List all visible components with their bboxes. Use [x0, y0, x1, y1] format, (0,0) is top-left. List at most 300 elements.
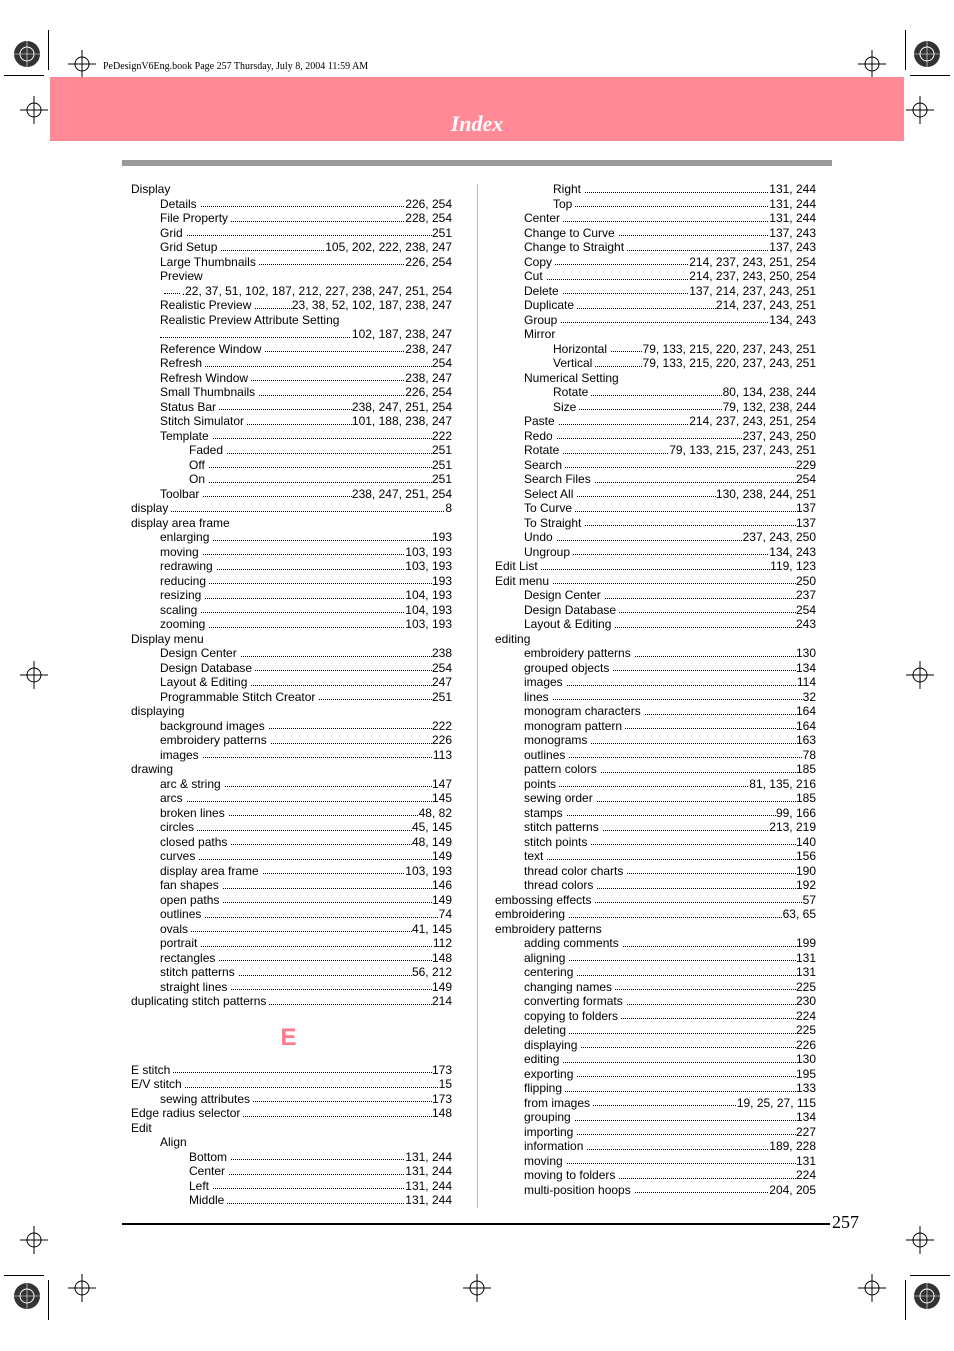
- index-term: Small Thumbnails: [160, 385, 258, 400]
- index-entry: [160, 429, 452, 444]
- index-entry: [131, 1106, 452, 1121]
- index-entry: [524, 545, 816, 560]
- index-entry: [160, 690, 452, 705]
- index-term: Align: [160, 1135, 190, 1150]
- index-term: from images: [524, 1096, 593, 1111]
- index-pages: 134, 243: [769, 312, 816, 327]
- index-pages: 214, 237, 243, 251: [715, 298, 816, 312]
- index-entry: [131, 516, 452, 531]
- index-term: Bottom: [189, 1150, 230, 1165]
- index-term: enlarging: [160, 530, 212, 545]
- index-entry: [160, 835, 452, 850]
- index-entry: [524, 936, 816, 951]
- index-pages: 237, 243, 250: [742, 428, 816, 443]
- index-entry: [524, 806, 816, 821]
- index-term: Search Files: [524, 472, 594, 487]
- index-pages: 148: [431, 1106, 452, 1120]
- index-term: Top: [553, 197, 575, 212]
- index-entry: [524, 1009, 816, 1024]
- index-term: grouping: [524, 1110, 574, 1125]
- index-entry: [160, 356, 452, 371]
- index-term: Delete: [524, 284, 562, 299]
- index-entry: [524, 733, 816, 748]
- index-banner: [50, 77, 904, 141]
- index-pages: 119, 123: [770, 559, 816, 573]
- index-entry: [524, 1110, 816, 1125]
- index-term: pattern colors: [524, 762, 600, 777]
- index-term: centering: [524, 965, 576, 980]
- index-term: reducing: [160, 574, 209, 589]
- index-entry: [524, 414, 816, 429]
- index-term: Refresh Window: [160, 371, 251, 386]
- crosshair-icon: [906, 1226, 934, 1254]
- index-term: Reference Window: [160, 342, 264, 357]
- index-entry: [160, 487, 452, 502]
- index-term: open paths: [160, 893, 222, 908]
- index-entry: [553, 342, 816, 357]
- index-entry: [131, 762, 452, 777]
- index-term: embroidering: [495, 907, 568, 922]
- index-pages: 225: [795, 979, 816, 994]
- index-entry: [160, 530, 452, 545]
- index-entry: [524, 849, 816, 864]
- index-term: File Property: [160, 211, 231, 226]
- index-term: Change to Straight: [524, 240, 627, 255]
- index-pages: 103, 193: [405, 544, 452, 559]
- index-term: exporting: [524, 1067, 576, 1082]
- index-entry: [524, 951, 816, 966]
- index-entry: [160, 791, 452, 806]
- index-term: moving: [160, 545, 202, 560]
- index-entry: [524, 661, 816, 676]
- index-term: arcs: [160, 791, 186, 806]
- index-pages: 195: [795, 1066, 816, 1081]
- index-pages: 164: [795, 704, 816, 718]
- index-pages: 134: [795, 1110, 816, 1124]
- index-term: Ungroup: [524, 545, 573, 560]
- index-pages: 130, 238, 244, 251: [715, 486, 816, 501]
- index-entry: [131, 1063, 452, 1078]
- index-term: Details: [160, 197, 200, 212]
- index-pages: 251: [431, 443, 452, 457]
- index-pages: 131, 244: [405, 1193, 452, 1207]
- index-pages: 227: [795, 1124, 816, 1139]
- index-pages: 163: [795, 733, 816, 747]
- index-entry: [553, 182, 816, 197]
- index-entry: [160, 327, 452, 342]
- index-term: Edge radius selector: [131, 1106, 243, 1121]
- index-term: Numerical Setting: [524, 371, 622, 386]
- index-pages: 222: [431, 718, 452, 733]
- index-pages: 57: [802, 892, 816, 907]
- index-term: Change to Curve: [524, 226, 618, 241]
- index-entry: [160, 907, 452, 922]
- index-term: embroidery patterns: [495, 922, 605, 937]
- index-pages: 137, 243: [769, 240, 816, 254]
- index-term: outlines: [524, 748, 568, 763]
- registration-mark-icon: [913, 1282, 941, 1310]
- index-term: adding comments: [524, 936, 622, 951]
- index-entry: [160, 893, 452, 908]
- index-term: Center: [189, 1164, 228, 1179]
- index-pages: 79, 133, 215, 220, 237, 243, 251: [642, 356, 816, 370]
- index-column-left: [131, 182, 452, 1208]
- index-entry: [524, 1168, 816, 1183]
- index-pages: 78: [802, 747, 816, 762]
- index-pages: 173: [431, 1091, 452, 1106]
- index-entry: [524, 1125, 816, 1140]
- index-entry: [524, 791, 816, 806]
- index-entry: [524, 487, 816, 502]
- index-pages: 79, 132, 238, 244: [722, 399, 816, 414]
- index-pages: 247: [431, 675, 452, 689]
- index-pages: 226, 254: [405, 254, 452, 269]
- index-term: duplicating stitch patterns: [131, 994, 269, 1009]
- index-term: ovals: [160, 922, 191, 937]
- index-entry: [524, 240, 816, 255]
- index-entry: [524, 762, 816, 777]
- index-entry: [524, 516, 816, 531]
- index-entry: [495, 559, 816, 574]
- registration-mark-icon: [913, 40, 941, 68]
- index-entry: [524, 980, 816, 995]
- index-entry: [524, 646, 816, 661]
- index-entry: [160, 255, 452, 270]
- index-term: background images: [160, 719, 268, 734]
- index-entry: [524, 878, 816, 893]
- index-term: sewing attributes: [160, 1092, 253, 1107]
- index-entry: [160, 878, 452, 893]
- index-pages: 131, 244: [405, 1149, 452, 1164]
- index-pages: 226: [431, 733, 452, 747]
- index-pages: 23, 38, 52, 102, 187, 238, 247: [291, 298, 452, 312]
- index-entry: [189, 1164, 452, 1179]
- index-pages: 131: [795, 950, 816, 965]
- index-pages: 238: [431, 646, 452, 660]
- index-entry: [160, 588, 452, 603]
- index-term: outlines: [160, 907, 204, 922]
- index-term: embroidery patterns: [524, 646, 634, 661]
- index-term: scaling: [160, 603, 200, 618]
- index-term: stamps: [524, 806, 566, 821]
- index-entry: [160, 617, 452, 632]
- index-entry: [160, 1135, 452, 1150]
- index-pages: 145: [431, 791, 452, 805]
- index-pages: 131, 244: [405, 1178, 452, 1193]
- index-entry: [524, 704, 816, 719]
- index-pages: 63, 65: [782, 907, 816, 921]
- index-entry: [160, 980, 452, 995]
- index-pages: 140: [795, 834, 816, 849]
- index-term: Design Database: [524, 603, 619, 618]
- index-pages: 131, 244: [769, 211, 816, 225]
- crosshair-icon: [906, 661, 934, 689]
- index-entry: [524, 748, 816, 763]
- index-term: embroidery patterns: [160, 733, 270, 748]
- index-pages: 173: [431, 1062, 452, 1077]
- index-entry: [160, 211, 452, 226]
- index-pages: .22, 37, 51, 102, 187, 212, 227, 238, 247, 251, 254: [181, 283, 452, 298]
- index-entry: [160, 240, 452, 255]
- index-entry: [553, 356, 816, 371]
- index-pages: 199: [795, 936, 816, 950]
- index-pages: 147: [431, 776, 452, 791]
- index-entry: [524, 1052, 816, 1067]
- index-entry: [524, 617, 816, 632]
- index-pages: 131, 244: [769, 182, 816, 196]
- index-entry: [160, 414, 452, 429]
- index-pages: 214: [431, 994, 452, 1008]
- index-term: Group: [524, 313, 560, 328]
- index-pages: 254: [431, 356, 452, 370]
- index-term: Status Bar: [160, 400, 219, 415]
- index-term: resizing: [160, 588, 204, 603]
- index-term: editing: [524, 1052, 562, 1067]
- index-pages: 222: [431, 428, 452, 443]
- index-pages: 238, 247: [405, 341, 452, 356]
- index-term: multi-position hoops: [524, 1183, 634, 1198]
- index-entry: [160, 922, 452, 937]
- index-pages: 137: [795, 515, 816, 530]
- index-pages: 133: [795, 1081, 816, 1095]
- index-pages: 113: [432, 747, 452, 762]
- index-pages: 225: [795, 1023, 816, 1037]
- index-pages: 224: [795, 1168, 816, 1182]
- index-term: Undo: [524, 530, 556, 545]
- index-pages: 156: [795, 849, 816, 863]
- index-entry: [131, 1121, 452, 1136]
- index-pages: 79, 133, 215, 237, 243, 251: [669, 443, 816, 457]
- index-entry: [160, 574, 452, 589]
- index-entry: [189, 1150, 452, 1165]
- index-column-right: [495, 182, 816, 1197]
- index-term: Toolbar: [160, 487, 202, 502]
- index-entry: [524, 1139, 816, 1154]
- index-entry: [524, 690, 816, 705]
- index-term: lines: [524, 690, 552, 705]
- crosshair-icon: [20, 96, 48, 124]
- index-term: Design Database: [160, 661, 255, 676]
- index-term: fan shapes: [160, 878, 222, 893]
- index-term: redrawing: [160, 559, 216, 574]
- index-entry: [131, 704, 452, 719]
- crosshair-icon: [463, 1274, 491, 1302]
- index-pages: 74: [438, 907, 452, 921]
- index-entry: [524, 313, 816, 328]
- index-term: closed paths: [160, 835, 230, 850]
- index-entry: [524, 458, 816, 473]
- index-pages: 149: [431, 892, 452, 907]
- index-pages: 224: [795, 1008, 816, 1023]
- index-pages: 149: [431, 849, 452, 863]
- index-term: Design Center: [524, 588, 604, 603]
- index-term: Faded: [189, 443, 226, 458]
- index-entry: [160, 733, 452, 748]
- index-term: To Straight: [524, 516, 584, 531]
- index-entry: [495, 632, 816, 647]
- index-pages: 81, 135, 216: [749, 776, 816, 791]
- index-pages: 193: [431, 573, 452, 588]
- index-pages: 214, 237, 243, 251, 254: [689, 254, 816, 269]
- index-pages: 146: [431, 878, 452, 892]
- index-term: arc & string: [160, 777, 224, 792]
- index-entry: [160, 1092, 452, 1107]
- index-entry: [160, 603, 452, 618]
- index-pages: 134: [795, 660, 816, 675]
- index-entry: [524, 1067, 816, 1082]
- index-entry: [160, 936, 452, 951]
- index-term: editing: [495, 632, 533, 647]
- index-term: Duplicate: [524, 298, 577, 313]
- crosshair-icon: [20, 661, 48, 689]
- index-term: Edit menu: [495, 574, 552, 589]
- index-term: Preview: [160, 269, 206, 284]
- index-term: Refresh: [160, 356, 205, 371]
- index-entry: [524, 501, 816, 516]
- index-pages: 254: [795, 472, 816, 486]
- index-entry: [524, 1081, 816, 1096]
- index-pages: 251: [431, 472, 452, 486]
- index-pages: 238, 247, 251, 254: [351, 399, 452, 414]
- index-term: Select All: [524, 487, 576, 502]
- index-pages: 149: [431, 979, 452, 994]
- index-pages: 193: [431, 530, 452, 544]
- index-pages: 226: [795, 1037, 816, 1052]
- index-term: drawing: [131, 762, 176, 777]
- index-entry: [524, 719, 816, 734]
- index-term: Edit: [131, 1121, 155, 1136]
- index-entry: [524, 371, 816, 386]
- crosshair-icon: [906, 96, 934, 124]
- index-pages: 104, 193: [405, 588, 452, 602]
- index-pages: 80, 134, 238, 244: [722, 385, 816, 399]
- index-pages: 137: [795, 501, 816, 515]
- index-entry: [524, 965, 816, 980]
- index-pages: 79, 133, 215, 220, 237, 243, 251: [642, 341, 816, 356]
- index-entry: [131, 1077, 452, 1092]
- index-pages: 237, 243, 250: [742, 530, 816, 544]
- index-entry: [160, 661, 452, 676]
- index-term: importing: [524, 1125, 576, 1140]
- section-rule: [122, 160, 832, 166]
- index-pages: 8: [445, 501, 452, 515]
- index-entry: [524, 443, 816, 458]
- index-pages: 250: [795, 573, 816, 588]
- index-entry: [524, 298, 816, 313]
- index-term: Display: [131, 182, 173, 197]
- index-pages: 185: [795, 762, 816, 776]
- index-term: Off: [189, 458, 208, 473]
- index-term: Vertical: [553, 356, 595, 371]
- index-pages: 164: [795, 718, 816, 733]
- index-term: Copy: [524, 255, 555, 270]
- index-term: rectangles: [160, 951, 218, 966]
- index-term: Realistic Preview: [160, 298, 254, 313]
- index-pages: 243: [795, 617, 816, 631]
- index-term: Right: [553, 182, 584, 197]
- index-pages: 251: [431, 689, 452, 704]
- index-pages: 45, 145: [411, 820, 452, 834]
- index-pages: 185: [795, 791, 816, 805]
- index-entry: [160, 371, 452, 386]
- index-entry: [160, 849, 452, 864]
- index-term: Display menu: [131, 632, 207, 647]
- index-pages: 226, 254: [405, 385, 452, 399]
- index-entry: [160, 719, 452, 734]
- index-term: monogram characters: [524, 704, 644, 719]
- index-term: monograms: [524, 733, 590, 748]
- index-term: Layout & Editing: [524, 617, 614, 632]
- index-entry: [131, 501, 452, 516]
- index-pages: 254: [431, 660, 452, 675]
- index-term: display area frame: [160, 864, 262, 879]
- index-term: embossing effects: [495, 893, 595, 908]
- index-pages: 41, 145: [411, 921, 452, 936]
- index-entry: [160, 951, 452, 966]
- column-divider: [477, 184, 478, 1208]
- index-pages: 251: [431, 225, 452, 240]
- index-term: Middle: [189, 1193, 227, 1208]
- index-entry: [131, 994, 452, 1009]
- index-entry: [524, 327, 816, 342]
- index-pages: 15: [438, 1077, 452, 1091]
- index-term: displaying: [131, 704, 187, 719]
- index-term: Layout & Editing: [160, 675, 250, 690]
- index-term: display area frame: [131, 516, 233, 531]
- index-pages: 192: [795, 878, 816, 892]
- page-title: Index: [450, 111, 504, 136]
- index-term: On: [189, 472, 208, 487]
- index-entry: [160, 385, 452, 400]
- index-entry: [160, 400, 452, 415]
- index-term: To Curve: [524, 501, 575, 516]
- index-entry: [160, 864, 452, 879]
- index-pages: 131: [795, 1153, 816, 1168]
- index-entry: [553, 385, 816, 400]
- index-term: sewing order: [524, 791, 596, 806]
- index-entry: [524, 820, 816, 835]
- index-entry: [524, 1023, 816, 1038]
- index-pages: 103, 193: [405, 863, 452, 878]
- crosshair-icon: [858, 1274, 886, 1302]
- index-pages: 228, 254: [405, 211, 452, 225]
- index-entry: [160, 748, 452, 763]
- index-pages: 189, 228: [769, 1139, 816, 1153]
- index-term: Template: [160, 429, 212, 444]
- index-pages: 226, 254: [405, 196, 452, 211]
- index-pages: 214, 237, 243, 250, 254: [689, 269, 816, 283]
- index-entry: [160, 965, 452, 980]
- index-entry: [524, 429, 816, 444]
- index-term: circles: [160, 820, 197, 835]
- index-term: Size: [553, 400, 579, 415]
- index-pages: 104, 193: [405, 602, 452, 617]
- index-pages: 131: [795, 965, 816, 979]
- index-entry: [524, 530, 816, 545]
- index-pages: 99, 166: [775, 805, 816, 820]
- index-term: monogram pattern: [524, 719, 625, 734]
- index-entry: [524, 777, 816, 792]
- index-entry: [524, 588, 816, 603]
- index-entry: [524, 284, 816, 299]
- index-term: flipping: [524, 1081, 565, 1096]
- index-term: Center: [524, 211, 563, 226]
- index-term: deleting: [524, 1023, 569, 1038]
- index-pages: 48, 149: [411, 834, 452, 849]
- index-entry: [524, 1096, 816, 1111]
- index-entry: [160, 777, 452, 792]
- index-entry: [160, 545, 452, 560]
